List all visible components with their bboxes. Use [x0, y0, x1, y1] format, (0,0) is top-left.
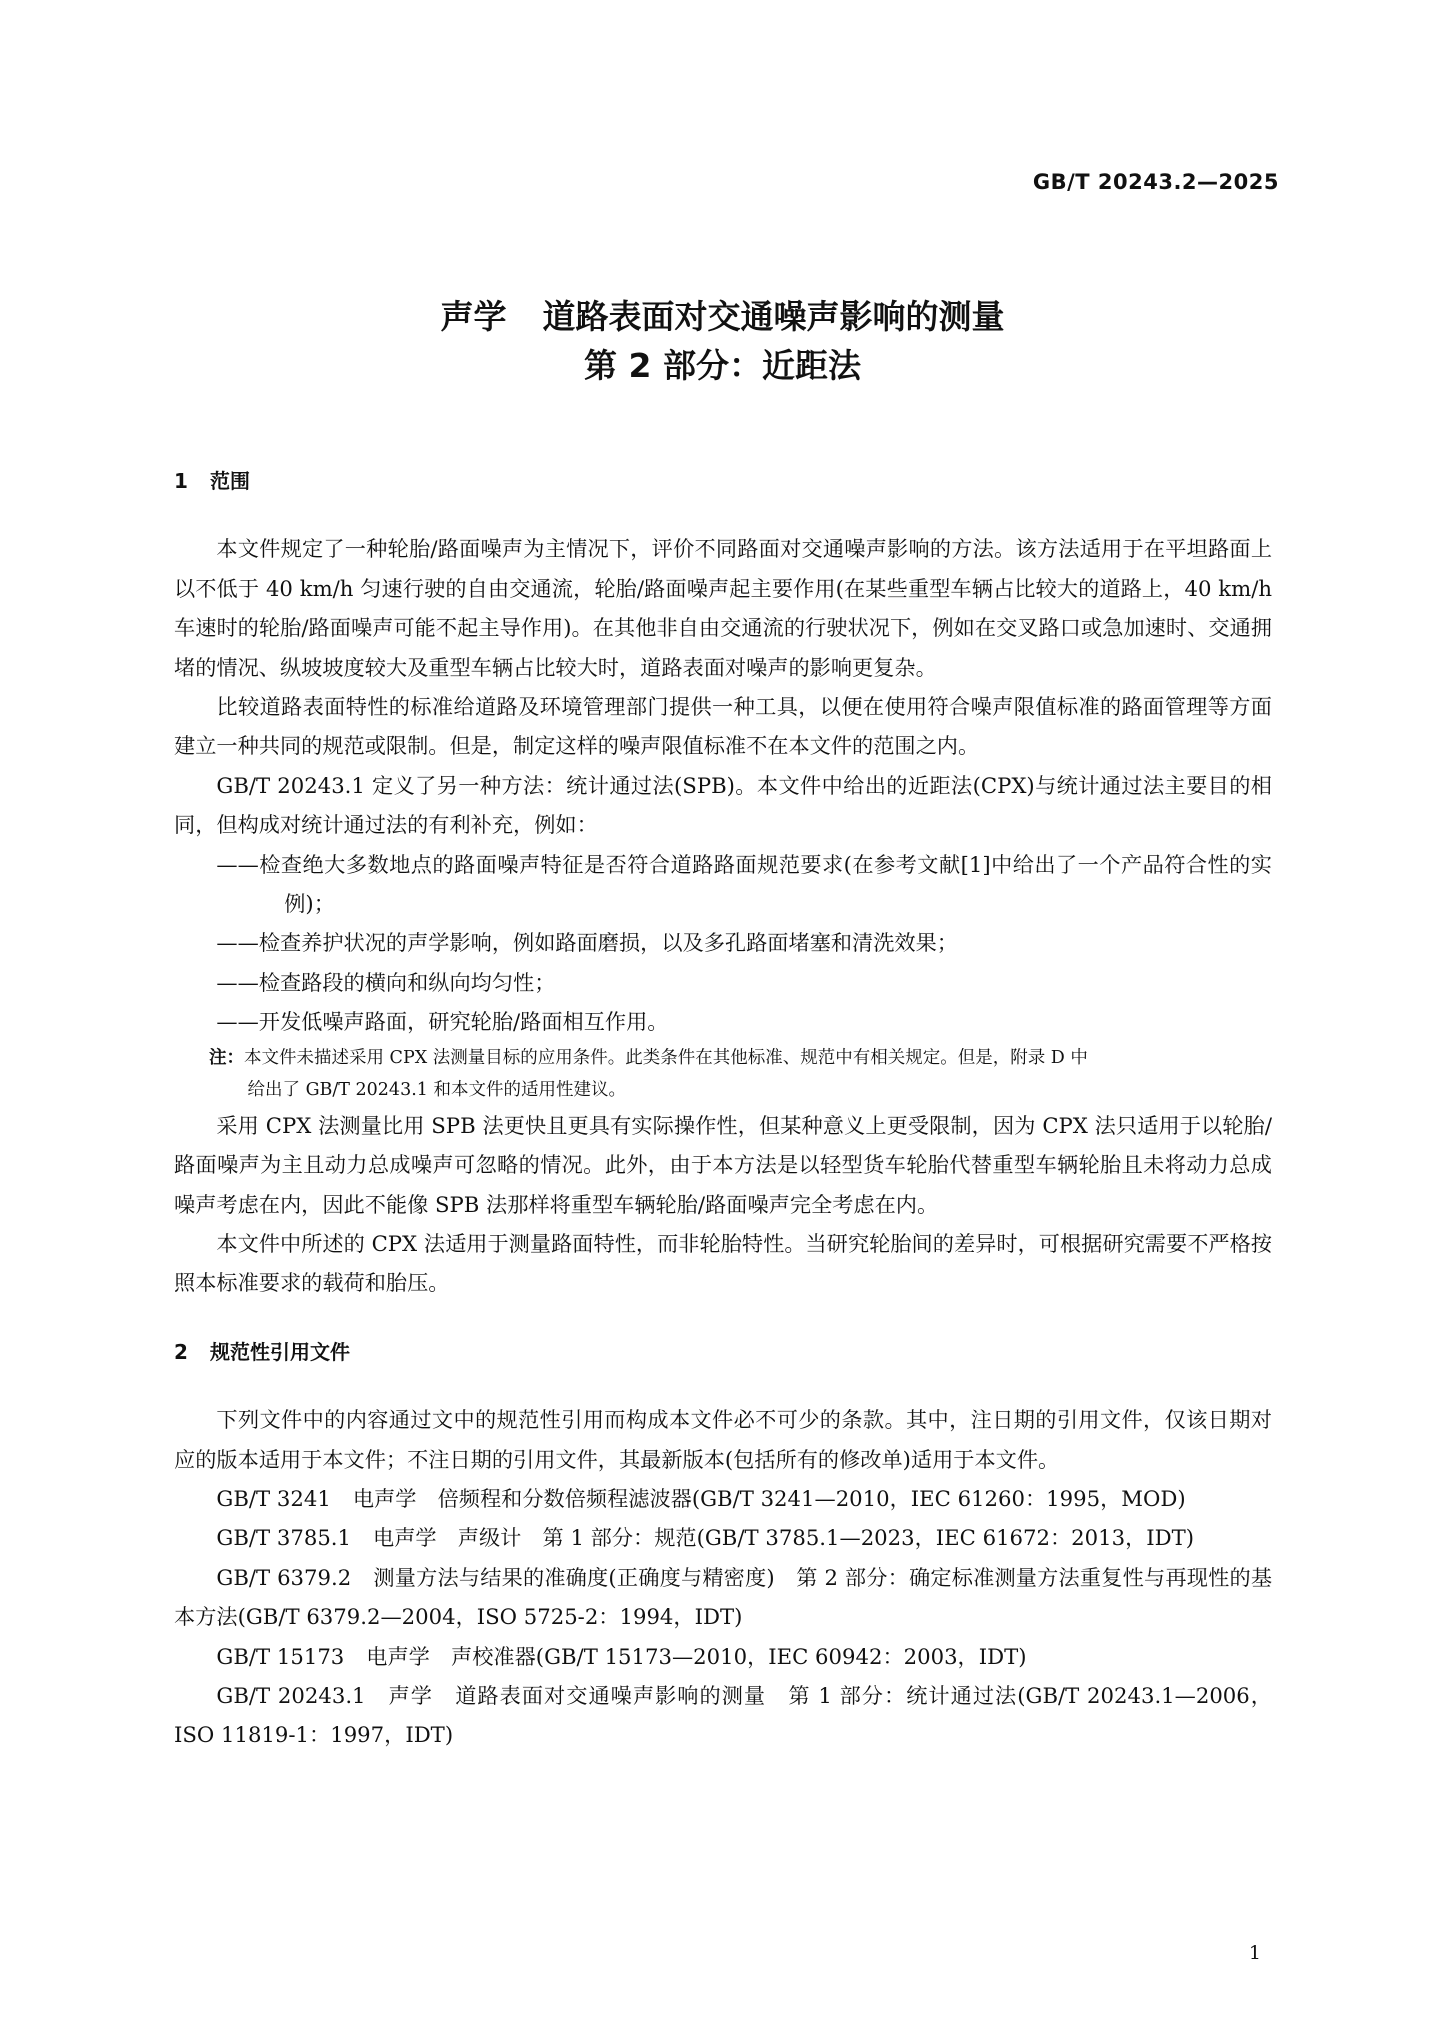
reference-code: GB/T 20243.1	[216, 1682, 366, 1708]
reference-item	[174, 1558, 1272, 1637]
paragraph: 本文件规定了一种轮胎/路面噪声为主情况下，评价不同路面对交通噪声影响的方法。该方法适用于在平坦路面上以不低于 40 km/h 匀速行驶的自由交通流，轮胎/路面噪声起主要作用(在某些重型车辆占比较大的道路上，40 km/h 车速时的轮胎/路面噪声可能不起主导作用)。在其他非自由交通流的行驶状况下，例如在交叉路口或急加速时、交通拥堵的情况、纵坡坡度较大及重型车辆占比较大时，道路表面对噪声的影响更复杂。	[174, 536, 1272, 680]
document-title	[0, 292, 1445, 390]
title-line-2: 第 2 部分：近距法	[584, 346, 861, 385]
section-1-number: 1	[174, 469, 188, 493]
note	[174, 1042, 1272, 1106]
list-item: ——检查绝大多数地点的路面噪声特征是否符合道路路面规范要求(在参考文献[1]中给出了一个产品符合性的实例)；	[216, 851, 1272, 917]
section-2-number: 2	[174, 1339, 188, 1364]
list-item: ——检查养护状况的声学影响，例如路面磨损，以及多孔路面堵塞和清洗效果；	[216, 930, 958, 956]
title-line-1	[0, 292, 1445, 341]
note-label: 注：	[209, 1047, 244, 1068]
reference-title: 测量方法与结果的准确度(正确度与精密度) 第 2 部分：确定标准测量方法重复性与再现性的基本方法(GB/T 6379.2—2004，ISO 5725-2：1994，IDT)	[174, 1564, 1273, 1630]
document-body	[174, 462, 1272, 1755]
section-1-title: 范围	[210, 469, 250, 493]
reference-title: 电声学 声校准器(GB/T 15173—2010，IEC 60942：2003，IDT)	[366, 1643, 1027, 1669]
paragraph: GB/T 20243.1 定义了另一种方法：统计通过法(SPB)。本文件中给出的近距法(CPX)与统计通过法主要目的相同，但构成对统计通过法的有利补充，例如：	[174, 772, 1272, 838]
title-main: 道路表面对交通噪声影响的测量	[542, 297, 1005, 336]
reference-item	[174, 1518, 1272, 1557]
paragraph: 比较道路表面特性的标准给道路及环境管理部门提供一种工具，以便在使用符合噪声限值标准的路面管理等方面建立一种共同的规范或限制。但是，制定这样的噪声限值标准不在本文件的范围之内。	[174, 694, 1272, 759]
reference-code: GB/T 3785.1	[216, 1525, 352, 1551]
standard-code: GB/T 20243.2—2025	[1032, 170, 1279, 194]
note-text-line1: 本文件未描述采用 CPX 法测量目标的应用条件。此类条件在其他标准、规范中有相关规定。但是，附录 D 中	[244, 1047, 1088, 1068]
reference-title: 电声学 声级计 第 1 部分：规范(GB/T 3785.1—2023，IEC 61672：2013，IDT)	[373, 1525, 1195, 1551]
paragraph: 下列文件中的内容通过文中的规范性引用而构成本文件必不可少的条款。其中，注日期的引用文件，仅该日期对应的版本适用于本文件；不注日期的引用文件，其最新版本(包括所有的修改单)适用于本文件。	[174, 1407, 1272, 1472]
reference-item	[174, 1479, 1272, 1518]
reference-item	[174, 1676, 1272, 1755]
reference-code: GB/T 3241	[216, 1485, 331, 1511]
note-text-line2: 给出了 GB/T 20243.1 和本文件的适用性建议。	[247, 1079, 626, 1100]
title-prefix: 声学	[440, 297, 507, 336]
list-item: ——开发低噪声路面，研究轮胎/路面相互作用。	[216, 1009, 669, 1035]
paragraph: 采用 CPX 法测量比用 SPB 法更快且更具有实际操作性，但某种意义上更受限制，因为 CPX 法只适用于以轮胎/路面噪声为主且动力总成噪声可忽略的情况。此外，由于本方法是以轻型货车轮胎代替重型车辆轮胎且未将动力总成噪声考虑在内，因此不能像 SPB 法那样将重型车辆轮胎/路面噪声完全考虑在内。	[174, 1112, 1272, 1217]
paragraph: 本文件中所述的 CPX 法适用于测量路面特性，而非轮胎特性。当研究轮胎间的差异时，可根据研究需要不严格按照本标准要求的载荷和胎压。	[174, 1230, 1272, 1296]
section-1-heading	[174, 462, 1272, 501]
reference-code: GB/T 15173	[216, 1643, 345, 1669]
page-number: 1	[1248, 1942, 1261, 1964]
section-2-heading	[174, 1333, 1272, 1372]
section-2-title: 规范性引用文件	[210, 1339, 350, 1364]
reference-title: 声学 道路表面对交通噪声影响的测量 第 1 部分：统计通过法(GB/T 20243.1—2006，ISO 11819-1：1997，IDT)	[174, 1682, 1272, 1748]
reference-title: 电声学 倍频程和分数倍频程滤波器(GB/T 3241—2010，IEC 61260：1995，MOD)	[352, 1485, 1186, 1511]
reference-code: GB/T 6379.2	[216, 1564, 352, 1590]
list-item: ——检查路段的横向和纵向均匀性；	[216, 969, 556, 995]
reference-item	[174, 1637, 1272, 1676]
